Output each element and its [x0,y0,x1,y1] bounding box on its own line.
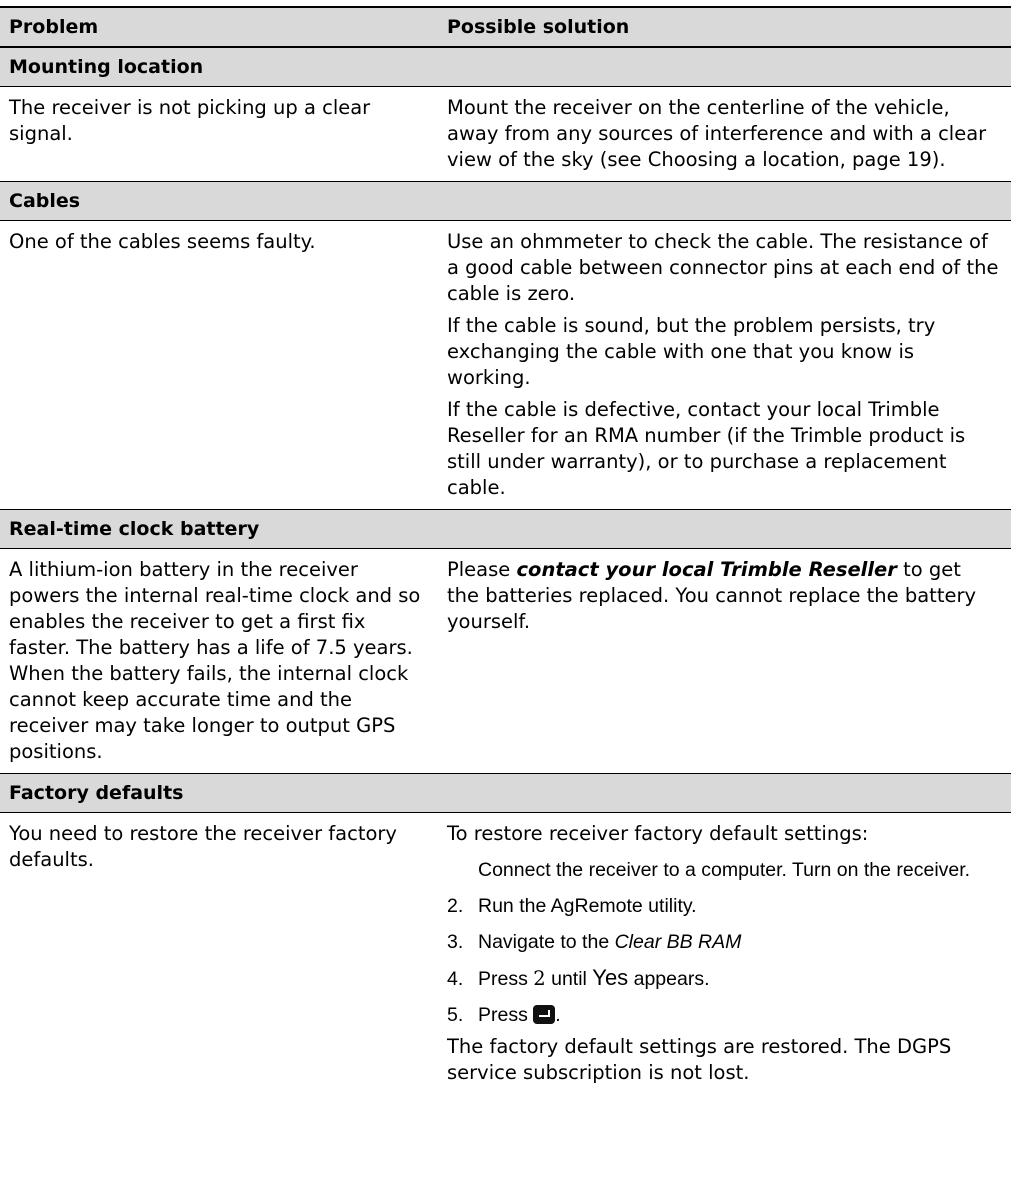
step-2 [447,893,999,919]
table-row [0,221,1011,510]
reseller-emphasis: contact your local Trimble Reseller [516,558,897,581]
key-label: 2 [533,967,546,990]
step-number: 2. [447,895,464,917]
step-number: 4. [447,968,464,990]
step-text: Press [478,968,534,990]
step-number: 5. [447,1004,464,1026]
solution-paragraph: If the cable is defective, contact your local Trimble Reseller for an RMA number (if the Trimble product is still under warranty), or to purchase a replacement cable. [447,398,966,499]
step-text: Press [478,1004,534,1026]
problem-cell: A lithium-ion battery in the receiver powers the internal real-time clock and so enables the receiver to get a first fix faster. The battery has a life of 7.5 years. When the battery fails, the internal clock cannot keep accurate time and the receiver may take longer to output GPS positions. [9,558,421,763]
step-text: Navigate to the [478,931,615,953]
problem-cell: The receiver is not picking up a clear signal. [9,96,371,145]
solution-cell [438,813,1011,1094]
display-word: Yes [592,965,629,990]
problem-cell: You need to restore the receiver factory defaults. [9,822,397,871]
table-row [0,549,1011,774]
table-row [0,87,1011,182]
step-text: appears. [628,968,710,990]
enter-key-icon [533,1005,555,1024]
section-factory-defaults: Factory defaults [0,774,1011,813]
step-3 [447,929,999,955]
section-mounting-location: Mounting location [0,48,1011,87]
solution-paragraph: Use an ohmmeter to check the cable. The resistance of a good cable between connector pins at each end of the cable is zero. [447,230,999,305]
section-cables: Cables [0,182,1011,221]
steps-outro: The factory default settings are restored. The DGPS service subscription is not lost. [447,1035,952,1084]
solution-text: Please [447,558,517,581]
step-text: Run the AgRemote utility. [478,895,697,917]
solution-cell [438,221,1011,509]
solution-paragraph: If the cable is sound, but the problem persists, try exchanging the cable with one that you know is working. [447,314,936,389]
problem-cell: One of the cables seems faulty. [9,230,316,253]
step-5 [447,1002,999,1028]
step-text: until [545,968,593,990]
step-text: . [555,1004,561,1026]
table-header [0,6,1011,48]
troubleshooting-table [0,6,1011,1094]
section-real-time-clock-battery: Real-time clock battery [0,510,1011,549]
menu-name: Clear BB RAM [614,931,742,953]
solution-cell [438,549,1011,773]
step-1: Connect the receiver to a computer. Turn on the receiver. [478,859,971,881]
step-4 [447,965,999,992]
solution-text: to get the batteries replaced. You cannot replace the battery yourself. [447,558,977,633]
header-problem: Problem [9,16,99,38]
solution-cell: Mount the receiver on the centerline of the vehicle, away from any sources of interference and with a clear view of the sky (see Choosing a location, page 19). [447,96,987,171]
steps-intro: To restore receiver factory default settings: [447,822,869,845]
header-solution: Possible solution [447,16,630,38]
step-number: 3. [447,931,464,953]
table-row [0,813,1011,1094]
